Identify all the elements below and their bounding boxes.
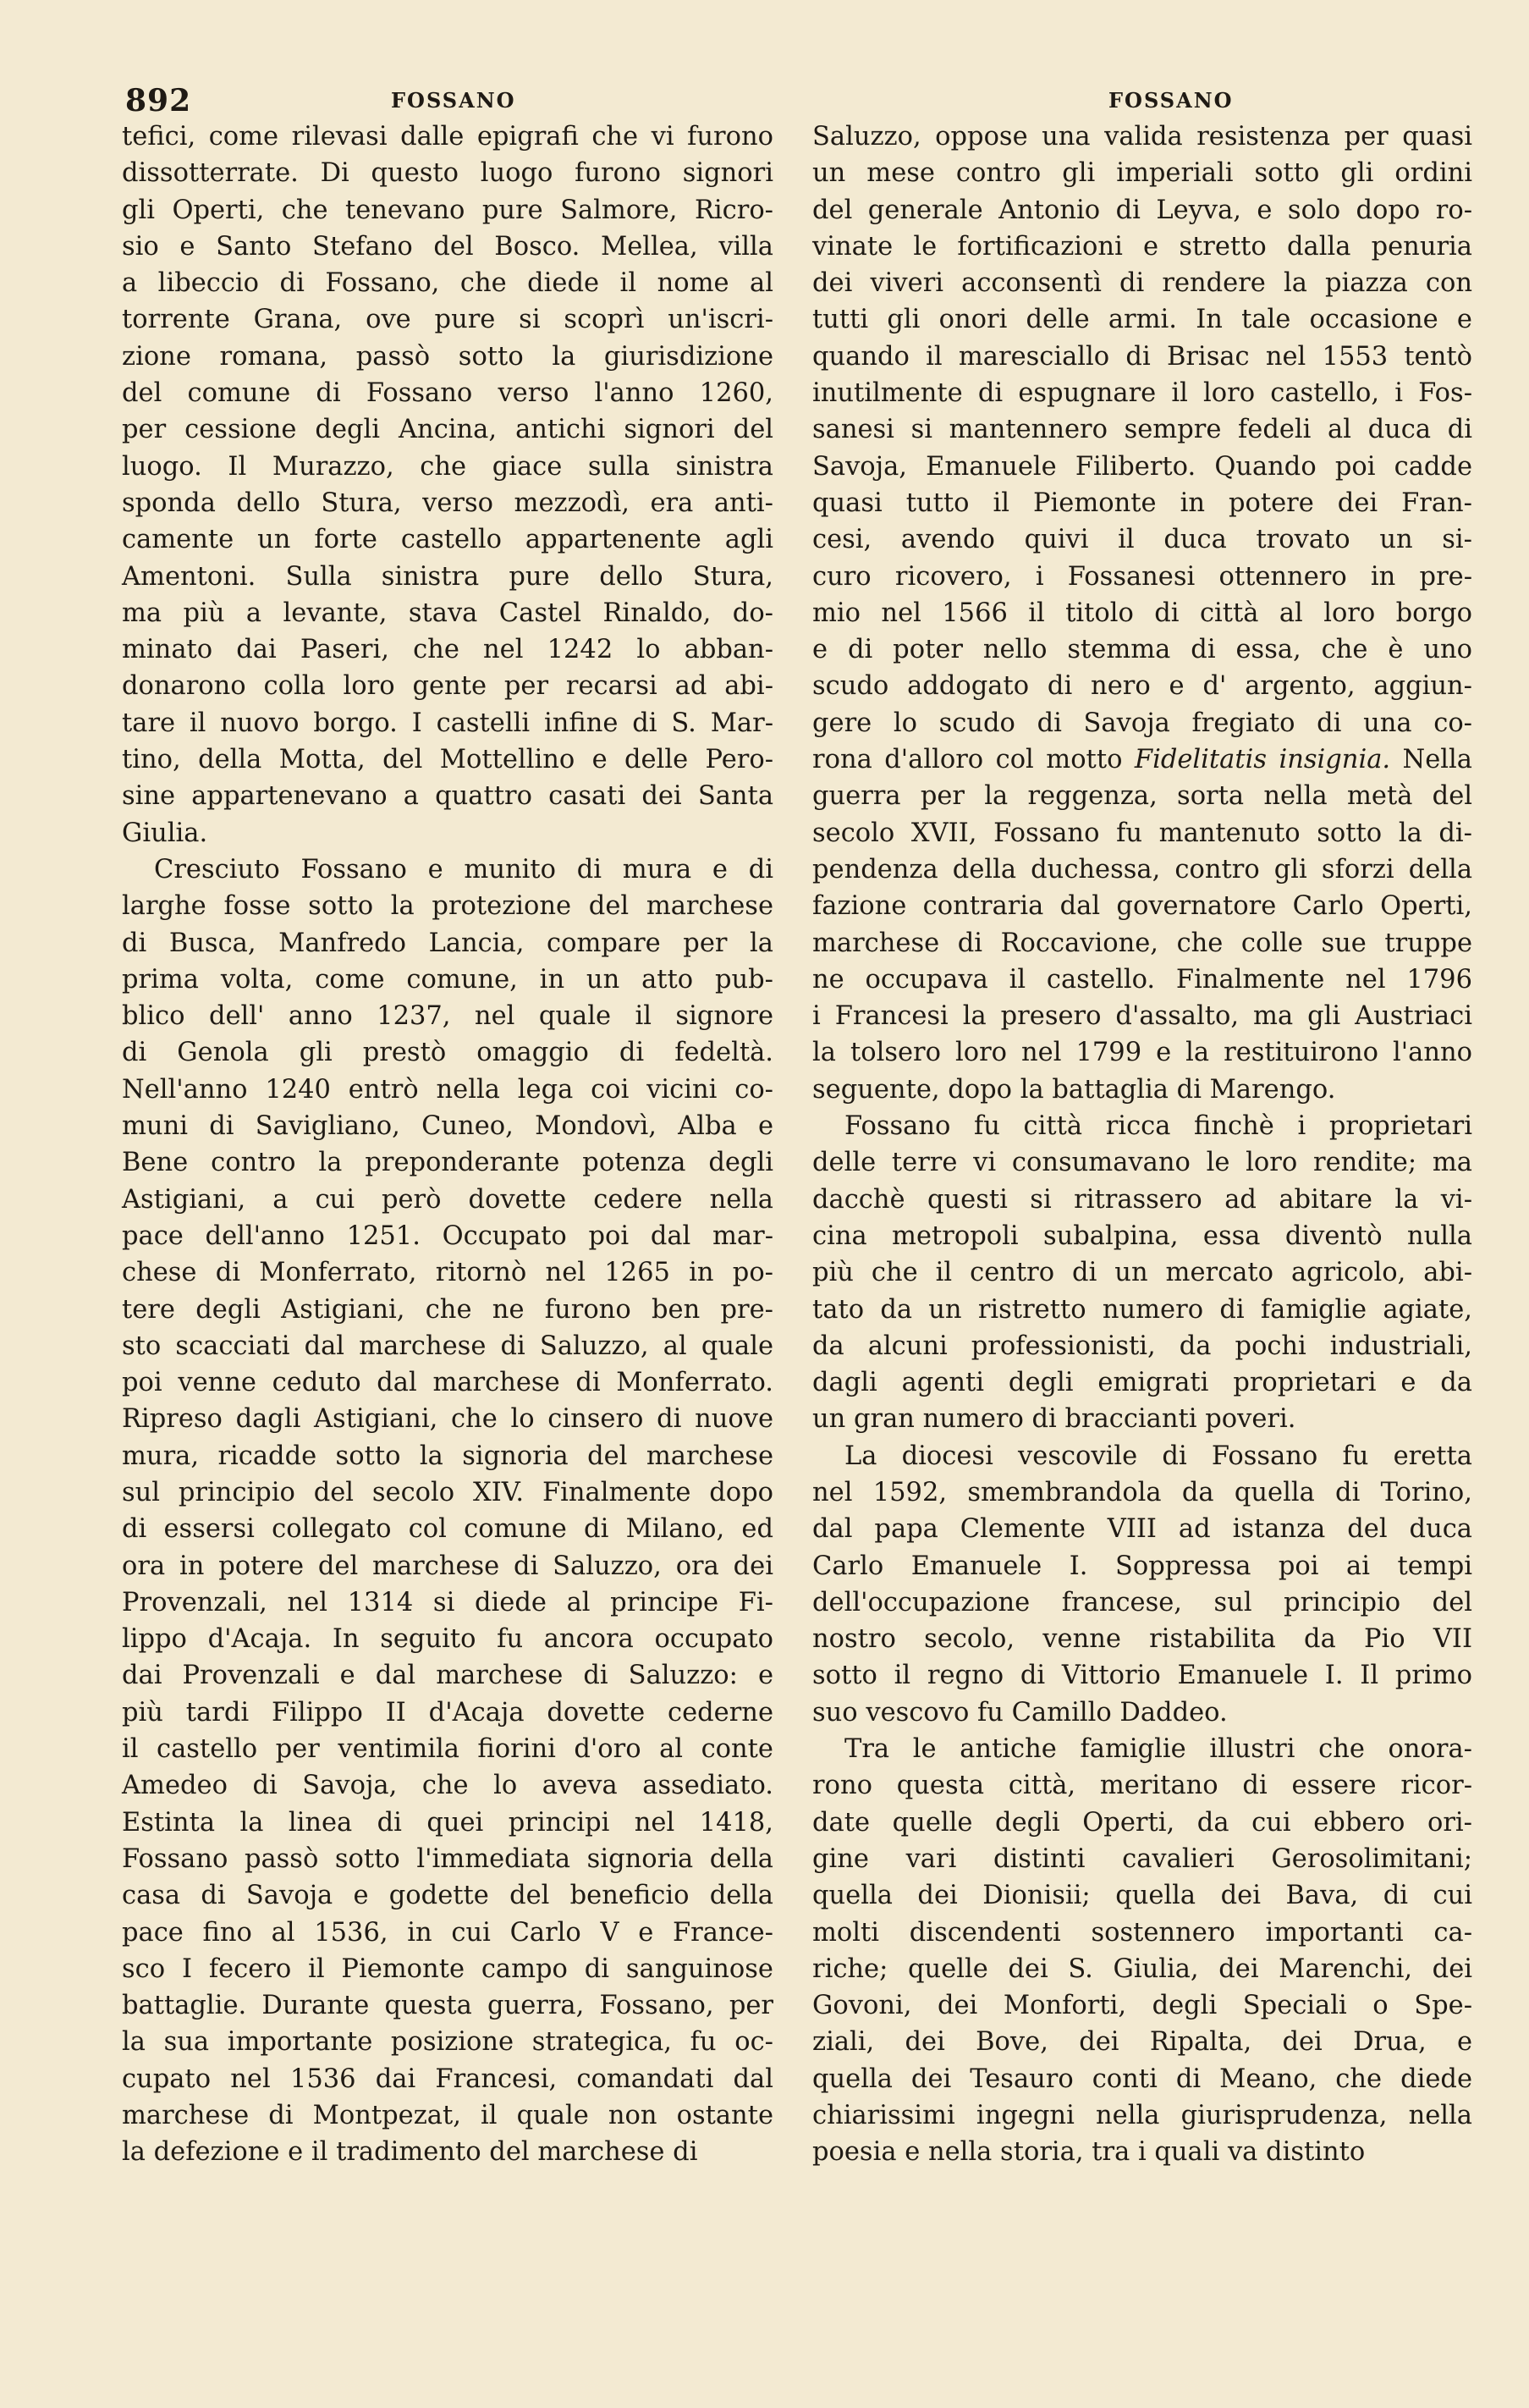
text-line: di Busca, Manfredo Lancia, compare per la [122,928,773,958]
left-column [122,118,773,2171]
text-line: chiarissimi ingegni nella giurisprudenza, nella [812,2101,1472,2131]
text-line: pendenza della duchessa, contro gli sforzi della [812,854,1472,884]
text-line: tato da un ristretto numero di famiglie agiate, [812,1294,1472,1325]
text-line: curo ricovero, i Fossanesi ottennero in pre- [812,561,1472,592]
text-line: prima volta, come comune, in un atto pub- [122,964,773,995]
text-line: muni di Savigliano, Cuneo, Mondovì, Alba e [122,1111,773,1142]
text-line: Savoja, Emanuele Filiberto. Quando poi cadde [812,451,1472,482]
text-line: tere degli Astigiani, che ne furono ben pre- [122,1294,773,1325]
text-line: gine vari distinti cavalieri Gerosolimitani; [812,1843,1472,1874]
text-line: marchese di Montpezat, il quale non ostante [122,2101,773,2131]
text-line: cina metropoli subalpina, essa diventò nulla [812,1221,1472,1251]
text-line: scudo addogato di nero e d' argento, aggiun- [812,671,1472,702]
text-line: Saluzzo, oppose una valida resistenza per quasi [812,122,1472,152]
text-line: riche; quelle dei S. Giulia, dei Marenchi, dei [812,1953,1472,1984]
text-line: di essersi collegato col comune di Milano, ed [122,1514,773,1545]
text-line: quella dei Tesauro conti di Meano, che diede [812,2064,1472,2094]
right-column [812,118,1472,2171]
motto-text: Fidelitatis insignia. [1134,745,1391,775]
text-line: cupato nel 1536 dai Francesi, comandati dal [122,2064,773,2094]
text-line: per cessione degli Ancina, antichi signori del [122,415,773,445]
text-line: larghe fosse sotto la protezione del marchese [122,891,773,922]
text-line: luogo. Il Murazzo, che giace sulla sinistra [122,451,773,482]
text-line: dal papa Clemente VIII ad istanza del duca [812,1514,1472,1545]
text-line: Estinta la linea di quei principi nel 1418, [122,1807,773,1838]
text-line: marchese di Roccavione, che colle sue truppe [812,928,1472,958]
text-line: ne occupava il castello. Finalmente nel 1796 [812,964,1472,995]
text-line: gli Operti, che tenevano pure Salmore, Ricro- [122,195,773,225]
text-line: la tolsero loro nel 1799 e la restituirono l'anno [812,1038,1472,1068]
text-line: mura, ricadde sotto la signoria del marchese [122,1441,773,1471]
text-line: camente un forte castello appartenente agli [122,525,773,555]
page-number: 892 [125,83,192,118]
text-line: un mese contro gli imperiali sotto gli ordini [812,158,1472,189]
text-line: il castello per ventimila fiorini d'oro al conte [122,1734,773,1765]
text-line: quella dei Dionisii; quella dei Bava, di cui [812,1881,1472,1911]
text-line: Fossano passò sotto l'immediata signoria della [122,1843,773,1874]
text-line: battaglie. Durante questa guerra, Fossano, per [122,1991,773,2021]
text-line: Fossano fu città ricca finchè i proprietari [844,1111,1472,1142]
text-line: quasi tutto il Piemonte in potere dei Fran- [812,488,1472,518]
text-line: nel 1592, smembrandola da quella di Torino, [812,1477,1472,1507]
text-line: tefici, come rilevasi dalle epigrafi che vi furono [122,122,773,152]
text-line: sotto il regno di Vittorio Emanuele I. Il primo [812,1661,1472,1691]
running-head [0,83,1529,117]
running-title-left: FOSSANO [391,88,516,113]
text-line: tutti gli onori delle armi. In tale occasione e [812,305,1472,335]
text-line: Amedeo di Savoja, che lo aveva assediato. [122,1771,773,1801]
text-line: date quelle degli Operti, da cui ebbero ori- [812,1807,1472,1838]
text-line: Bene contro la preponderante potenza degli [122,1148,773,1178]
running-title-right: FOSSANO [1108,88,1234,113]
text-line: dell'occupazione francese, sul principio del [812,1587,1472,1617]
text-line: tino, della Motta, del Mottellino e delle Pero- [122,745,773,775]
text-line: secolo XVII, Fossano fu mantenuto sotto la di- [812,818,1472,848]
text-line: di Genola gli prestò omaggio di fedeltà. [122,1038,773,1068]
text-line: un gran numero di braccianti poveri. [812,1404,1296,1435]
text-line: poi venne ceduto dal marchese di Monferrato. [122,1368,773,1398]
text-line: dissotterrate. Di questo luogo furono signori [122,158,773,189]
text-line: donarono colla loro gente per recarsi ad abi- [122,671,773,702]
text-line: ma più a levante, stava Castel Rinaldo, do- [122,598,773,628]
text-line: i Francesi la presero d'assalto, ma gli Austriaci [812,1001,1472,1032]
text-line: ziali, dei Bove, dei Ripalta, dei Drua, e [812,2027,1472,2058]
text-line: rono questa città, meritano di essere ricor- [812,1771,1472,1801]
text-line: molti discendenti sostennero importanti ca- [812,1917,1472,1948]
text-line: sponda dello Stura, verso mezzodì, era anti- [122,488,773,518]
text-line: seguente, dopo la battaglia di Marengo. [812,1074,1336,1105]
text-line: sio e Santo Stefano del Bosco. Mellea, villa [122,231,773,262]
text-line: dacchè questi si ritrassero ad abitare la vi- [812,1184,1472,1215]
text-line: del comune di Fossano verso l'anno 1260, [122,378,773,409]
text-line: La diocesi vescovile di Fossano fu eretta [844,1441,1472,1471]
text-line: Cresciuto Fossano e munito di mura e di [154,854,773,884]
text-line: più che il centro di un mercato agricolo, abi- [812,1258,1472,1288]
text-line: Giulia. [122,818,208,848]
text-line: gere lo scudo di Savoja fregiato di una co- [812,708,1472,738]
text-line: casa di Savoja e godette del beneficio della [122,1881,773,1911]
text-line: la defezione e il tradimento del marchese di [122,2137,698,2168]
text-line: Nell'anno 1240 entrò nella lega coi vicini co- [122,1074,773,1105]
text-line: pace dell'anno 1251. Occupato poi dal mar- [122,1221,773,1251]
text-line: delle terre vi consumavano le loro rendite; ma [812,1148,1472,1178]
text-line: fazione contraria dal governatore Carlo Operti, [812,891,1472,922]
text-line: nostro secolo, venne ristabilita da Pio VII [812,1624,1472,1655]
text-line: sco I fecero il Piemonte campo di sanguinose [122,1953,773,1984]
text-line: blico dell' anno 1237, nel quale il signore [122,1001,773,1032]
text-line: torrente Grana, ove pure si scoprì un'iscri- [122,305,773,335]
text-line: zione romana, passò sotto la giurisdizione [122,341,773,372]
text-line: pace fino al 1536, in cui Carlo V e France- [122,1917,773,1948]
text-line: mio nel 1566 il titolo di città al loro borgo [812,598,1472,628]
text-line: sanesi si mantennero sempre fedeli al duca di [812,415,1472,445]
text-line: chese di Monferrato, ritornò nel 1265 in po- [122,1258,773,1288]
text-line: inutilmente di espugnare il loro castello, i Fos- [812,378,1472,409]
text-line: sine appartenevano a quattro casati dei Santa [122,781,773,812]
text-line: Tra le antiche famiglie illustri che onora- [844,1734,1472,1765]
text-line: più tardi Filippo II d'Acaja dovette cederne [122,1697,773,1727]
text-line: guerra per la reggenza, sorta nella metà del [812,781,1472,812]
text-line: del generale Antonio di Leyva, e solo dopo ro- [812,195,1472,225]
text-line: minato dai Paseri, che nel 1242 lo abban- [122,635,773,665]
text-line: la sua importante posizione strategica, fu oc- [122,2027,773,2058]
text-line-motto [812,741,1472,778]
text-line: e di poter nello stemma di essa, che è uno [812,635,1472,665]
text-line: sul principio del secolo XIV. Finalmente dopo [122,1477,773,1507]
text-line: dagli agenti degli emigrati proprietari e da [812,1368,1472,1398]
text-line: Provenzali, nel 1314 si diede al principe Fi- [122,1587,773,1617]
text-line: quando il maresciallo di Brisac nel 1553 tentò [812,341,1472,372]
text-line: Astigiani, a cui però dovette cedere nella [122,1184,773,1215]
text-line: Govoni, dei Monforti, degli Speciali o Spe- [812,1991,1472,2021]
text-line: suo vescovo fu Camillo Daddeo. [812,1697,1228,1727]
text-line: a libeccio di Fossano, che diede il nome al [122,268,773,299]
text-line: Amentoni. Sulla sinistra pure dello Stura, [122,561,773,592]
text-line: Carlo Emanuele I. Soppressa poi ai tempi [812,1551,1472,1581]
text-line: vinate le fortificazioni e stretto dalla penuria [812,231,1472,262]
text-line: sto scacciati dal marchese di Saluzzo, al quale [122,1331,773,1361]
motto-line-end: Nella [1390,745,1472,775]
text-line: da alcuni professionisti, da pochi industriali, [812,1331,1472,1361]
text-line: ora in potere del marchese di Saluzzo, ora dei [122,1551,773,1581]
text-line: dai Provenzali e dal marchese di Saluzzo: e [122,1661,773,1691]
text-line: poesia e nella storia, tra i quali va distinto [812,2137,1366,2168]
text-line: Ripreso dagli Astigiani, che lo cinsero di nuove [122,1404,773,1435]
text-line: tare il nuovo borgo. I castelli infine di S. Mar- [122,708,773,738]
motto-line-start: rona d'alloro col motto [812,745,1135,775]
text-line: lippo d'Acaja. In seguito fu ancora occupato [122,1624,773,1655]
text-line: cesi, avendo quivi il duca trovato un si- [812,525,1472,555]
text-line: dei viveri acconsentì di rendere la piazza con [812,268,1472,299]
